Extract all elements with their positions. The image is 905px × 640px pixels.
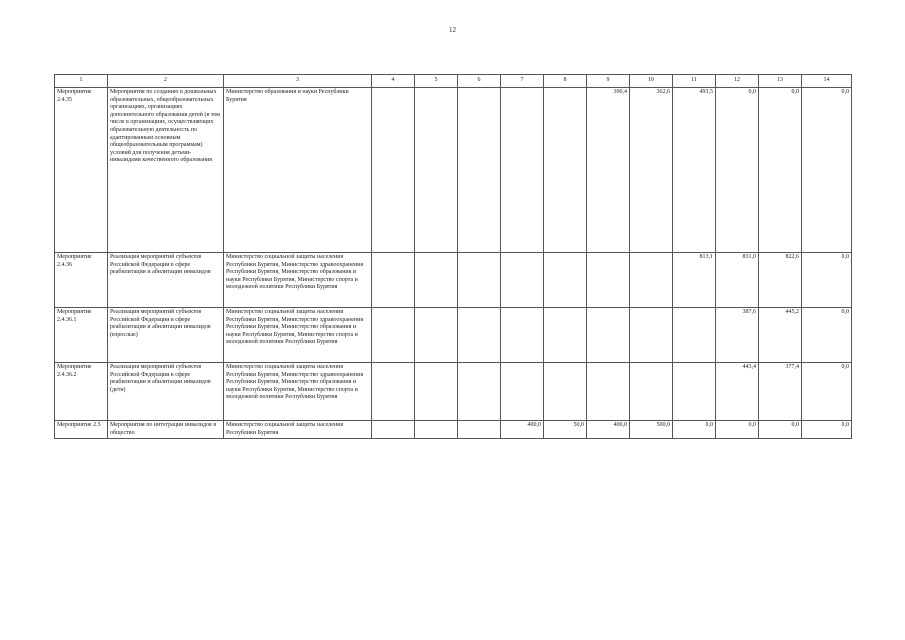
- table-row: [55, 363, 852, 421]
- activity-name: Реализация мероприятий субъектов Российской Федерации в сфере реабилитации и абилитации инвалидов (взрослые): [108, 308, 224, 363]
- value-cell: [415, 308, 458, 363]
- value-cell: 0,0: [673, 421, 716, 439]
- column-header: 11: [673, 75, 716, 88]
- value-cell: 387,6: [716, 308, 759, 363]
- activity-code: Мероприятие 2.4.36: [55, 253, 108, 308]
- table-row: [55, 253, 852, 308]
- value-cell: [587, 308, 630, 363]
- value-cell: [587, 363, 630, 421]
- value-cell: 400,0: [587, 421, 630, 439]
- value-cell: [501, 363, 544, 421]
- value-cell: 445,2: [759, 308, 802, 363]
- value-cell: [544, 308, 587, 363]
- value-cell: [630, 308, 673, 363]
- value-cell: [458, 363, 501, 421]
- value-cell: 500,0: [630, 421, 673, 439]
- value-cell: 443,4: [716, 363, 759, 421]
- activity-code: Мероприятие 2.4.36.2: [55, 363, 108, 421]
- column-header: 7: [501, 75, 544, 88]
- activity-name: Мероприятия по созданию в дошкольных образовательных, общеобразовательных организациях, организациях дополнительного образования детей (в том числе в организациях, осуществляющих образовательную деятельность по адаптированным основным общеобразовательным программам) условий для получения детьми-инвалидами качественного образования: [108, 88, 224, 253]
- value-cell: 0,0: [802, 88, 852, 253]
- activity-executor: Министерство социальной защиты населения Республики Бурятия, Министерство здравоохранения Республики Бурятия, Министерство образования и науки Республики Бурятия, Министерство спорта и молодежной политики Республики Бурятия: [224, 363, 372, 421]
- column-header: 10: [630, 75, 673, 88]
- value-cell: 400,0: [501, 421, 544, 439]
- column-header: 13: [759, 75, 802, 88]
- activity-executor: Министерство социальной защиты населения Республики Бурятия, Министерство здравоохранения Республики Бурятия, Министерство образования и науки Республики Бурятия, Министерство спорта и молодежной политики Республики Бурятия: [224, 253, 372, 308]
- table-row: [55, 421, 852, 439]
- value-cell: 493,5: [673, 88, 716, 253]
- activity-name: Мероприятия по интеграции инвалидов в общество: [108, 421, 224, 439]
- value-cell: [372, 88, 415, 253]
- header-row: [55, 75, 852, 88]
- activity-code: Мероприятие 2.4.36.1: [55, 308, 108, 363]
- activity-code: Мероприятие 2.5: [55, 421, 108, 439]
- value-cell: [544, 363, 587, 421]
- value-cell: 390,4: [587, 88, 630, 253]
- column-header: 6: [458, 75, 501, 88]
- activity-name: Реализация мероприятий субъектов Российской Федерации в сфере реабилитации и абилитации инвалидов (дети): [108, 363, 224, 421]
- activity-executor: Министерство социальной защиты населения Республики Бурятия, Министерство здравоохранения Республики Бурятия, Министерство образования и науки Республики Бурятия, Министерство спорта и молодежной политики Республики Бурятия: [224, 308, 372, 363]
- value-cell: [458, 88, 501, 253]
- value-cell: 362,6: [630, 88, 673, 253]
- value-cell: [501, 308, 544, 363]
- value-cell: [372, 253, 415, 308]
- value-cell: [372, 421, 415, 439]
- value-cell: [415, 253, 458, 308]
- value-cell: [630, 253, 673, 308]
- value-cell: 831,0: [716, 253, 759, 308]
- column-header: 14: [802, 75, 852, 88]
- page-number: 12: [449, 26, 456, 34]
- value-cell: 822,6: [759, 253, 802, 308]
- value-cell: [544, 253, 587, 308]
- value-cell: [372, 363, 415, 421]
- value-cell: [372, 308, 415, 363]
- column-header: 5: [415, 75, 458, 88]
- value-cell: 0,0: [716, 421, 759, 439]
- value-cell: [673, 308, 716, 363]
- column-header: 4: [372, 75, 415, 88]
- value-cell: [630, 363, 673, 421]
- value-cell: 0,0: [759, 88, 802, 253]
- value-cell: 0,0: [716, 88, 759, 253]
- table-row: [55, 308, 852, 363]
- column-header: 3: [224, 75, 372, 88]
- activity-executor: Министерство социальной защиты населения Республики Бурятия: [224, 421, 372, 439]
- value-cell: 0,0: [802, 363, 852, 421]
- value-cell: [501, 88, 544, 253]
- activity-code: Мероприятие 2.4.35: [55, 88, 108, 253]
- column-header: 1: [55, 75, 108, 88]
- activity-name: Реализация мероприятий субъектов Российской Федерации в сфере реабилитации и абилитации инвалидов: [108, 253, 224, 308]
- table-row: [55, 88, 852, 253]
- column-header: 9: [587, 75, 630, 88]
- value-cell: [587, 253, 630, 308]
- activity-executor: Министерство образования и науки Республики Бурятия: [224, 88, 372, 253]
- column-header: 8: [544, 75, 587, 88]
- value-cell: [458, 308, 501, 363]
- program-table: [54, 74, 852, 439]
- value-cell: [415, 421, 458, 439]
- value-cell: [415, 363, 458, 421]
- value-cell: [673, 363, 716, 421]
- column-header: 12: [716, 75, 759, 88]
- value-cell: [501, 253, 544, 308]
- value-cell: 0,0: [802, 253, 852, 308]
- value-cell: 0,0: [759, 421, 802, 439]
- value-cell: 0,0: [802, 308, 852, 363]
- value-cell: [415, 88, 458, 253]
- value-cell: 813,1: [673, 253, 716, 308]
- value-cell: [458, 253, 501, 308]
- value-cell: [544, 88, 587, 253]
- value-cell: [458, 421, 501, 439]
- value-cell: 0,0: [802, 421, 852, 439]
- value-cell: 50,0: [544, 421, 587, 439]
- column-header: 2: [108, 75, 224, 88]
- value-cell: 377,4: [759, 363, 802, 421]
